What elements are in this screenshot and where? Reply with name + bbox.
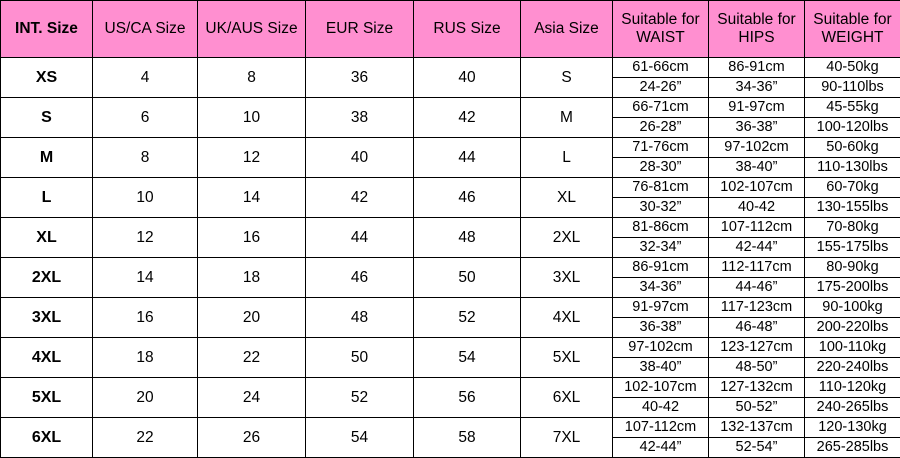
cell-int-size: 4XL — [1, 338, 93, 378]
cell-uk-size: 8 — [198, 58, 306, 98]
cell-eur-size: 46 — [306, 258, 414, 298]
cell-waist — [613, 418, 709, 458]
cell-int-size: XL — [1, 218, 93, 258]
cell-hips-cm: 107-112cm — [709, 218, 804, 238]
table-row — [1, 418, 900, 458]
table-row — [1, 138, 900, 178]
cell-waist-in: 36-38” — [613, 318, 708, 337]
cell-waist-cm: 107-112cm — [613, 418, 708, 438]
cell-weight-lbs: 265-285lbs — [805, 438, 900, 457]
cell-int-size: XS — [1, 58, 93, 98]
cell-hips-cm: 117-123cm — [709, 298, 804, 318]
cell-hips-in: 48-50” — [709, 358, 804, 377]
cell-uk-size: 14 — [198, 178, 306, 218]
cell-waist-in: 34-36” — [613, 278, 708, 297]
cell-rus-size: 48 — [414, 218, 521, 258]
cell-waist — [613, 218, 709, 258]
cell-eur-size: 50 — [306, 338, 414, 378]
cell-hips-in: 44-46” — [709, 278, 804, 297]
column-header-waist: Suitable for WAIST — [613, 1, 709, 58]
cell-us-size: 4 — [93, 58, 198, 98]
cell-us-size: 12 — [93, 218, 198, 258]
column-header-asia-size: Asia Size — [521, 1, 613, 58]
cell-waist-cm: 81-86cm — [613, 218, 708, 238]
cell-waist-in: 30-32” — [613, 198, 708, 217]
cell-int-size: 2XL — [1, 258, 93, 298]
cell-weight-lbs: 90-110lbs — [805, 78, 900, 97]
cell-hips-in: 38-40” — [709, 158, 804, 177]
cell-rus-size: 44 — [414, 138, 521, 178]
cell-uk-size: 10 — [198, 98, 306, 138]
cell-rus-size: 56 — [414, 378, 521, 418]
cell-uk-size: 22 — [198, 338, 306, 378]
cell-eur-size: 40 — [306, 138, 414, 178]
cell-waist-cm: 91-97cm — [613, 298, 708, 318]
cell-hips-cm: 102-107cm — [709, 178, 804, 198]
cell-eur-size: 42 — [306, 178, 414, 218]
cell-hips — [709, 338, 805, 378]
cell-uk-size: 20 — [198, 298, 306, 338]
cell-int-size: S — [1, 98, 93, 138]
cell-weight — [805, 258, 900, 298]
table-row — [1, 338, 900, 378]
cell-asia-size: 3XL — [521, 258, 613, 298]
cell-uk-size: 26 — [198, 418, 306, 458]
table-header — [1, 1, 900, 58]
cell-weight-kg: 90-100kg — [805, 298, 900, 318]
cell-waist — [613, 338, 709, 378]
cell-eur-size: 36 — [306, 58, 414, 98]
cell-hips-in: 40-42 — [709, 198, 804, 217]
cell-weight — [805, 218, 900, 258]
cell-hips — [709, 298, 805, 338]
cell-weight-lbs: 220-240lbs — [805, 358, 900, 377]
cell-hips — [709, 378, 805, 418]
cell-weight — [805, 98, 900, 138]
cell-rus-size: 52 — [414, 298, 521, 338]
cell-hips — [709, 418, 805, 458]
cell-waist-cm: 61-66cm — [613, 58, 708, 78]
cell-weight-kg: 120-130kg — [805, 418, 900, 438]
cell-rus-size: 54 — [414, 338, 521, 378]
cell-hips — [709, 178, 805, 218]
cell-weight-kg: 100-110kg — [805, 338, 900, 358]
column-header-weight: Suitable for WEIGHT — [805, 1, 900, 58]
column-header-uk-aus-size: UK/AUS Size — [198, 1, 306, 58]
cell-eur-size: 38 — [306, 98, 414, 138]
table-body — [1, 58, 900, 458]
cell-hips — [709, 138, 805, 178]
cell-weight-lbs: 175-200lbs — [805, 278, 900, 297]
cell-us-size: 14 — [93, 258, 198, 298]
cell-eur-size: 54 — [306, 418, 414, 458]
cell-int-size: L — [1, 178, 93, 218]
cell-int-size: 6XL — [1, 418, 93, 458]
cell-int-size: M — [1, 138, 93, 178]
header-row — [1, 1, 900, 58]
cell-weight-kg: 50-60kg — [805, 138, 900, 158]
cell-waist-cm: 66-71cm — [613, 98, 708, 118]
table-row — [1, 98, 900, 138]
cell-waist — [613, 58, 709, 98]
cell-weight — [805, 178, 900, 218]
cell-weight-kg: 45-55kg — [805, 98, 900, 118]
cell-hips-cm: 91-97cm — [709, 98, 804, 118]
cell-rus-size: 50 — [414, 258, 521, 298]
cell-hips-cm: 112-117cm — [709, 258, 804, 278]
cell-waist-cm: 97-102cm — [613, 338, 708, 358]
cell-weight-lbs: 240-265lbs — [805, 398, 900, 417]
cell-weight-kg: 60-70kg — [805, 178, 900, 198]
cell-rus-size: 40 — [414, 58, 521, 98]
cell-waist — [613, 298, 709, 338]
cell-waist-in: 38-40” — [613, 358, 708, 377]
cell-weight-lbs: 155-175lbs — [805, 238, 900, 257]
cell-hips-cm: 127-132cm — [709, 378, 804, 398]
cell-uk-size: 24 — [198, 378, 306, 418]
cell-waist-cm: 86-91cm — [613, 258, 708, 278]
cell-hips — [709, 58, 805, 98]
cell-weight — [805, 418, 900, 458]
column-header-rus-size: RUS Size — [414, 1, 521, 58]
table-row — [1, 58, 900, 98]
table-row — [1, 178, 900, 218]
cell-us-size: 20 — [93, 378, 198, 418]
cell-hips-in: 36-38” — [709, 118, 804, 137]
cell-us-size: 6 — [93, 98, 198, 138]
cell-hips-cm: 97-102cm — [709, 138, 804, 158]
cell-hips-in: 34-36” — [709, 78, 804, 97]
cell-eur-size: 48 — [306, 298, 414, 338]
cell-waist — [613, 138, 709, 178]
cell-hips-in: 52-54” — [709, 438, 804, 457]
cell-asia-size: S — [521, 58, 613, 98]
cell-weight-lbs: 130-155lbs — [805, 198, 900, 217]
cell-waist-in: 26-28” — [613, 118, 708, 137]
cell-eur-size: 52 — [306, 378, 414, 418]
cell-weight — [805, 378, 900, 418]
column-header-int-size: INT. Size — [1, 1, 93, 58]
column-header-us-ca-size: US/CA Size — [93, 1, 198, 58]
cell-hips-cm: 123-127cm — [709, 338, 804, 358]
cell-asia-size: 6XL — [521, 378, 613, 418]
cell-weight-kg: 110-120kg — [805, 378, 900, 398]
table-row — [1, 298, 900, 338]
cell-waist — [613, 98, 709, 138]
cell-asia-size: 7XL — [521, 418, 613, 458]
cell-waist-in: 40-42 — [613, 398, 708, 417]
cell-waist — [613, 258, 709, 298]
cell-hips-in: 42-44” — [709, 238, 804, 257]
cell-us-size: 8 — [93, 138, 198, 178]
cell-asia-size: XL — [521, 178, 613, 218]
cell-asia-size: 5XL — [521, 338, 613, 378]
table-row — [1, 218, 900, 258]
cell-weight-kg: 40-50kg — [805, 58, 900, 78]
cell-waist-cm: 71-76cm — [613, 138, 708, 158]
cell-asia-size: M — [521, 98, 613, 138]
cell-hips-cm: 132-137cm — [709, 418, 804, 438]
cell-waist-cm: 76-81cm — [613, 178, 708, 198]
cell-uk-size: 18 — [198, 258, 306, 298]
cell-waist — [613, 178, 709, 218]
cell-weight-lbs: 100-120lbs — [805, 118, 900, 137]
cell-rus-size: 42 — [414, 98, 521, 138]
cell-waist-cm: 102-107cm — [613, 378, 708, 398]
cell-eur-size: 44 — [306, 218, 414, 258]
cell-hips — [709, 218, 805, 258]
cell-hips — [709, 258, 805, 298]
cell-waist-in: 24-26” — [613, 78, 708, 97]
cell-waist-in: 42-44” — [613, 438, 708, 457]
cell-asia-size: L — [521, 138, 613, 178]
cell-us-size: 16 — [93, 298, 198, 338]
cell-weight — [805, 58, 900, 98]
cell-int-size: 5XL — [1, 378, 93, 418]
cell-weight-lbs: 200-220lbs — [805, 318, 900, 337]
cell-weight — [805, 298, 900, 338]
table-row — [1, 378, 900, 418]
cell-waist — [613, 378, 709, 418]
cell-asia-size: 4XL — [521, 298, 613, 338]
cell-weight-kg: 80-90kg — [805, 258, 900, 278]
column-header-eur-size: EUR Size — [306, 1, 414, 58]
column-header-hips: Suitable for HIPS — [709, 1, 805, 58]
cell-us-size: 10 — [93, 178, 198, 218]
cell-int-size: 3XL — [1, 298, 93, 338]
cell-us-size: 22 — [93, 418, 198, 458]
cell-hips — [709, 98, 805, 138]
cell-weight-kg: 70-80kg — [805, 218, 900, 238]
cell-hips-cm: 86-91cm — [709, 58, 804, 78]
cell-rus-size: 46 — [414, 178, 521, 218]
cell-weight — [805, 138, 900, 178]
cell-uk-size: 12 — [198, 138, 306, 178]
cell-waist-in: 28-30” — [613, 158, 708, 177]
cell-weight — [805, 338, 900, 378]
cell-asia-size: 2XL — [521, 218, 613, 258]
cell-hips-in: 50-52” — [709, 398, 804, 417]
cell-weight-lbs: 110-130lbs — [805, 158, 900, 177]
cell-uk-size: 16 — [198, 218, 306, 258]
cell-waist-in: 32-34” — [613, 238, 708, 257]
cell-hips-in: 46-48” — [709, 318, 804, 337]
table-row — [1, 258, 900, 298]
cell-rus-size: 58 — [414, 418, 521, 458]
cell-us-size: 18 — [93, 338, 198, 378]
